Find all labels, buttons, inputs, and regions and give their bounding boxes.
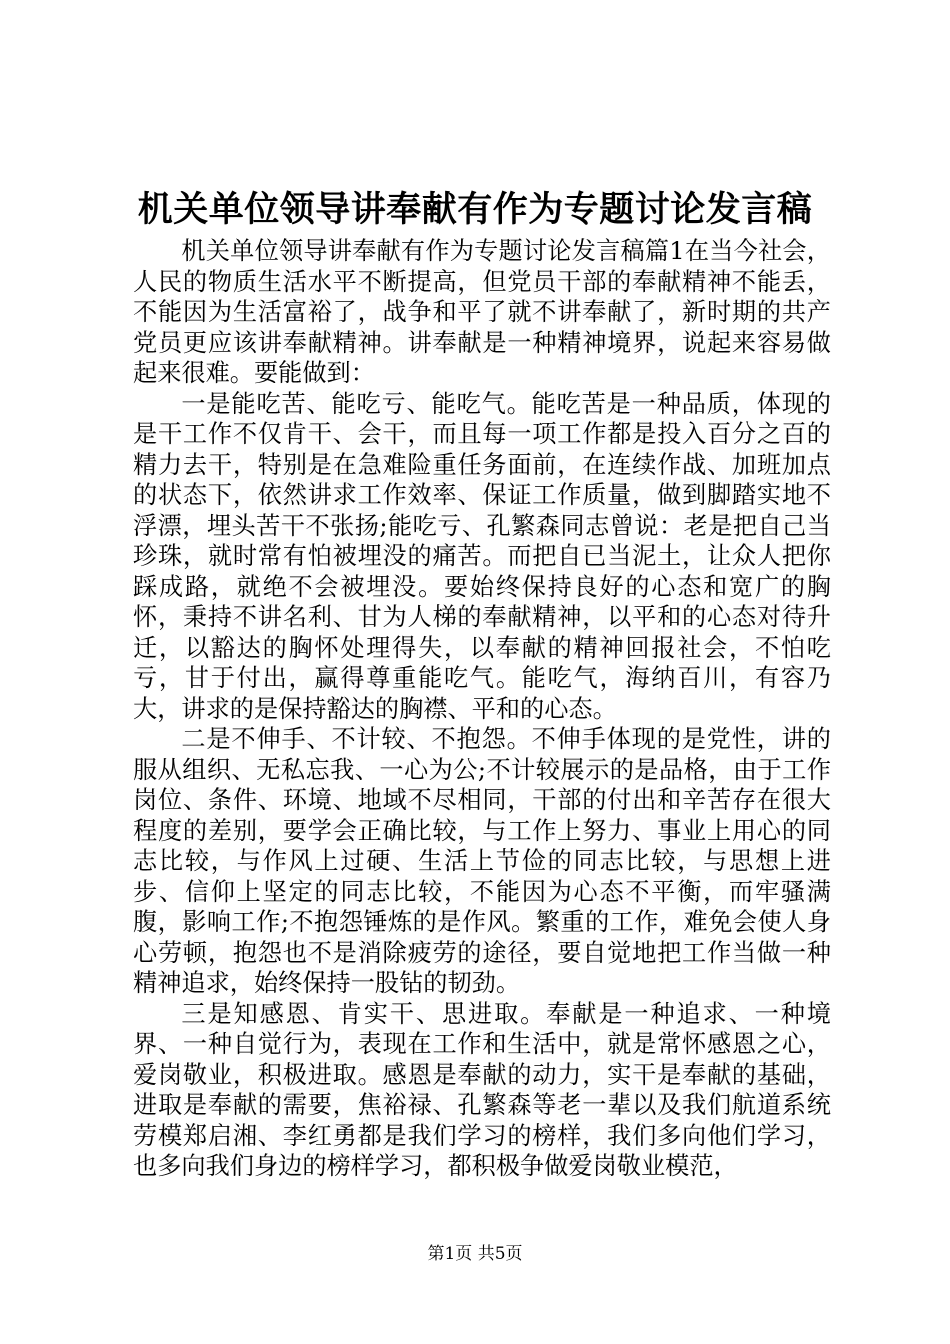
paragraph: 三是知感恩、肯实干、思进取。奉献是一种追求、一种境界、一种自觉行为，表现在工作和生活中，就是常怀感恩之心，爱岗敬业，积极进取。感恩是奉献的动力，实干是奉献的基础，进取是奉献的需要，焦裕禄、孔繁森等老一辈以及我们航道系统劳模郑启湘、李红勇都是我们学习的榜样，我们多向他们学习，也多向我们身边的榜样学习，都积极争做爱岗敬业模范， [133, 999, 831, 1180]
paragraph: 一是能吃苦、能吃亏、能吃气。能吃苦是一种品质，体现的是干工作不仅肯干、会干，而且每一项工作都是投入百分之百的精力去干，特别是在急难险重任务面前，在连续作战、加班加点的状态下，依然讲求工作效率、保证工作质量，做到脚踏实地不浮漂，埋头苦干不张扬;能吃亏、孔繁森同志曾说：老是把自己当珍珠，就时常有怕被埋没的痛苦。而把自已当泥土，让众人把你踩成路，就绝不会被埋没。要始终保持良好的心态和宽广的胸怀，秉持不讲名利、甘为人梯的奉献精神，以平和的心态对待升迁，以豁达的胸怀处理得失，以奉献的精神回报社会，不怕吃亏，甘于付出，赢得尊重能吃气。能吃气，海纳百川，有容乃大，讲求的是保持豁达的胸襟、平和的心态。 [133, 389, 831, 723]
paragraph: 二是不伸手、不计较、不抱怨。不伸手体现的是党性，讲的服从组织、无私忘我、一心为公;不计较展示的是品格，由于工作岗位、条件、环境、地域不尽相同，干部的付出和辛苦存在很大程度的差别，要学会正确比较，与工作上努力、事业上用心的同志比较，与作风上过硬、生活上节俭的同志比较，与思想上进步、信仰上坚定的同志比较，不能因为心态不平衡，而牢骚满腹，影响工作;不抱怨锤炼的是作风。繁重的工作，难免会使人身心劳顿，抱怨也不是消除疲劳的途径，要自觉地把工作当做一种精神追求，始终保持一股钻的韧劲。 [133, 725, 831, 997]
document-title: 机关单位领导讲奉献有作为专题讨论发言稿 [137, 189, 813, 230]
page-footer: 第1页 共5页 [427, 1244, 523, 1264]
paragraph: 机关单位领导讲奉献有作为专题讨论发言稿篇1在当今社会，人民的物质生活水平不断提高，但党员干部的奉献精神不能丢，不能因为生活富裕了，战争和平了就不讲奉献了，新时期的共产党员更应该讲奉献精神。讲奉献是一种精神境界，说起来容易做起来很难。要能做到： [133, 237, 831, 387]
document-body [133, 236, 831, 1182]
